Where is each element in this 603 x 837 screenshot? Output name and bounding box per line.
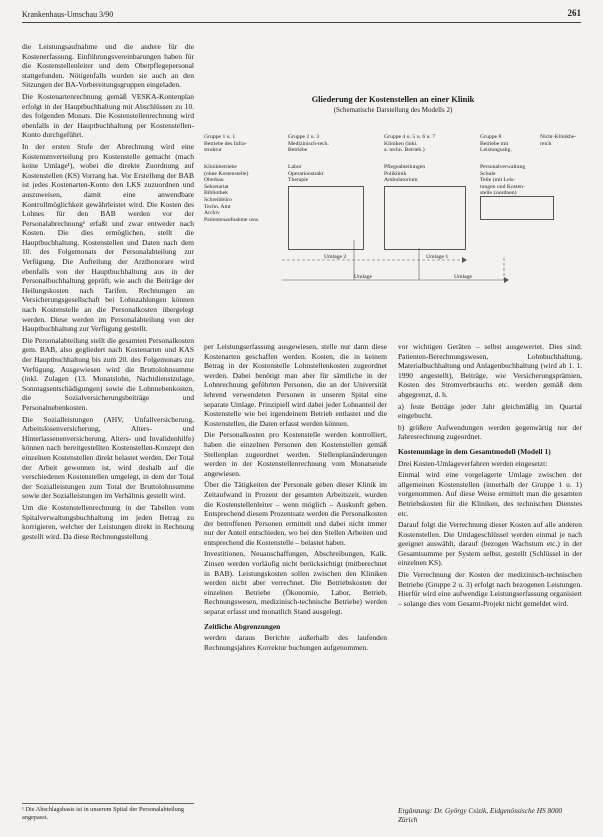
group-1-items: Klinikbetriebe (ohne Kostenstelle) Oberbau Sekretariat Bibliothek Schreibbüro Techn. Amt Archiv Patientenaufnahme usw.	[204, 164, 260, 223]
paragraph: die Leistungsaufnahme und die andere für die Kostenerfassung. Einführungsvereinbarungen haben für die Kostenstellenleiter und dem Oberpflegepersonal stattgefunden. Nötigenfalls wurden sie auch an den Sitzungen der BA-Vorbereitungsgruppen eingeladen.	[22, 42, 194, 90]
paragraph: Die Kostenartenrechnung gemäß VESKA-Kontenplan erfolgt in der Hauptbuchhaltung mit Abschlüssen zu 10. des folgenden Monats. Die Kostenstellenrechnung wird ebenfalls in der Hauptbuchhaltung per Kostenstellen-Konto durchgeführt.	[22, 91, 194, 140]
paragraph: Die Personalkosten pro Kostenstelle werden kontrolliert, haben die einzelnen Personen den Kostenstellen gemäß Stellenplan zugeordnet werden. Stellenplanänderungen werden in der Kostenstellenrechnung vom Monatsende angewiesen.	[204, 430, 387, 478]
paragraph: werden daraus Berichte außerhalb des laufenden Rechnungsjahres Korrektur buchungen aufgenommen.	[204, 633, 387, 652]
group-3-header: Gruppe 4 u. 5 u. 6 u. 7 Kliniken (inkl. a. techn. Betrieb.)	[384, 134, 436, 154]
paragraph: a) feste Beträge jeder Jahr gleichmäßig im Quartal eingebucht.	[398, 401, 582, 421]
section-heading: Zeitliche Abgrenzungen	[204, 621, 281, 631]
paragraph: In der ersten Stufe der Abrechnung wird eine Kostenumverteilung pro Kostenstelle gemacht (mach keine Umlage¹), wobei die direkte Zuordnung auf Kostenstellen (KS) Vorrang hat. Vor Erstellung der BAB ist jedes Kostenarten-Konto den LKS zuzuordnen und auszuweisen, damit eine anwendbare Kontrollmöglichkeit gewährleistet wird. Die Kosten des Lohnes für den BAB werden vor der Personalabrechnung¹ erfaßt und zwar entweder nach Kosten. Die dies ermöglichen, stellt die Hauptbuchhaltung. Kostenstellen und Daten nach dem 10. des Folgemonats der Personalabteilung zur Verfügung. Die Aufteilung der Arzthonorare wird ebenfalls von der Hauptbuchhaltung aus in der Personalbuchhaltung geprüft, wie auch die Beiträge der Heilungskosten nach Tarifen. Rechnungen an Versicherungsgesellschaft bei Lohnzahlungen können nach Kostenstelle an die Personalkosten übergelegt werden. Diese werden im Personalabteilung von der Hauptbuchhaltung zur Verfügung gestellt.	[22, 141, 194, 334]
paragraph: Über die Tätigkeiten der Personale geben dieser Klinik im Zeitaufwand in Prozent der gesamten Arbeitszeit, wurden die Kostenstellenleiter – wenn möglich – Auskunft geben. Entsprechend diesem Prozentsatz werden die Personalkosten der betroffenen Personen ermittelt und dabei nicht immer nur der Anteil entschieden, wo bei den Stellen Arbeiten und entsprechend die Kostenstelle – belastet haben.	[204, 480, 387, 547]
paragraph: Die Personalabteilung stellt die gesamten Personalkosten gem. BAB, also gegliedert nach Kostenarten und KAS der Hauptbuchhaltung bis zum 20. des Folgemonats zur Verfügung. Ausgewiesen wird die Bruttolohnsumme (inkl. Zulagen (13. Monatslohn, Nachtdienstzulage, Sonntagsentschädigungen) sowie die Lohnnebenkosten, die Sozialversicherungsbeiträge und Personalnebenkosten.	[22, 335, 194, 412]
figure-subtitle: (Schematische Darstellung des Modells 2)	[333, 106, 453, 114]
group-2-header: Gruppe 2 u. 3 Medizinisch-tech. Betriebe	[288, 134, 329, 154]
section-heading: Kostenumlage in dem Gesamtmodell (Modell 1)	[398, 446, 551, 456]
paragraph: per Leistungserfassung ausgewiesen, stelle nur dann diese Kostenarten geschaffen werden. Kosten, die in keinem Betrag in der Kostenstelle Lohnstellenkosten zugeordnet werden. Dabei benötigt man aber für sämtliche in der Lohnrechnung geführten Personen, die an der Universität lehrend verwendeten Personen in unseren Spital eine separate Umlage. Prinzipiell wird dabei jeder Lohnanteil der Kostenstelle wie bei irgendeinem Betrieb entlastet und die Kostenstellen, die Daten erfasst werden können.	[204, 342, 387, 428]
group-4-box	[480, 196, 554, 220]
page-number: 261	[567, 8, 581, 18]
paragraph: Drei Kosten-Umlageverfahren werden eingesetzt:	[398, 458, 548, 468]
flow-label: Umlage	[354, 274, 373, 280]
text-column-2	[204, 342, 387, 802]
group-1-header: Gruppe 1 u. 1 Betriebe des Infra- struktur	[204, 134, 247, 154]
group-4-header: Gruppe 8 Betriebe mit Leistungsabg.	[480, 134, 512, 154]
flow-arrows	[204, 230, 582, 320]
paragraph: Einmal wird eine vorgelagerte Umlage zwischen der allgemeinen Kostenstellen (innerhalb der Gruppe 1 u. 1) vorgenommen. Auf diese Weise ermittelt man die gesamten Betriebskosten für die Kliniken, des technischen Dienstes etc.	[398, 470, 582, 518]
cost-center-diagram	[204, 90, 582, 332]
group-4-items: Personalverwaltung Schule Teile (mit Leis- tungen und Kosten- stelle zuordnen)	[480, 164, 526, 197]
footnote: ¹ Die Abschlagsbasis ist in unserem Spital der Personalabteilung angepasst.	[22, 803, 194, 821]
paragraph: vor wichtigen Geräten – selbst ausgewertet. Dies sind: Patienten-Berechnungswesen, Lohnbuchhaltung, Materialbuchhaltung und Anlagenbuchhaltung (wird ab 1. 1. 1990 angestellt), Beiträge, wie Versicherungsprämien, Kosten des Stromverbrauchs etc. werden gemäß dem abgegrenzt, d. h.	[398, 342, 582, 399]
running-header	[22, 8, 581, 22]
paragraph: Investitionen, Neuanschaffungen, Abschreibungen, Kalk. Zinsen werden vorläufig nicht berücksichtigt (mitberechnet in BAB). Leistungskosten sollen zwischen den Kliniken werden nicht aber verrechnet. Die Betriebskosten der einzelnen Betriebe (Ökonomie, Labor, Betrieb, Rechnungswesen, medizinisch-technische Betriebe) werden separat erfasst und monatlich Stand ausgelegt.	[204, 549, 387, 617]
flow-label: Umlage 2	[324, 254, 347, 260]
paragraph: Um die Kostenstellenrechnung in der Tabellen vom Spitalverwaltungsbuchhaltung im jeden Betrag zu korrigieren, welcher der Leistungen direkt in Rechnung gestellt wird. Da diese Rechnungsstellung	[22, 502, 194, 541]
flow-label: Umlage	[454, 274, 473, 280]
group-5-header: Nicht-Klinikbe- reich	[540, 134, 577, 147]
header-rule	[22, 22, 581, 23]
group-3-items: Pflegeabteilungen Poliklinik Ambulatorium	[384, 164, 426, 184]
author-signature: Ergänzung: Dr. György Csizik, Eidgenössische HS 8000 Zürich	[398, 806, 563, 824]
text-column-3	[398, 342, 582, 802]
paragraph: Die Verrechnung der Kosten der medizinisch-technischen Betriebe (Gruppe 2 u. 3) erfolgt nach bezogenen Leistungen. Hierfür wird eine aufwendige Leistungserfassung organisiert – solange dies vom Gesamt-Projekt nicht gemeldet wird.	[398, 570, 582, 608]
paragraph: Darauf folgt die Verrechnung dieser Kosten auf alle anderen Kostenstellen. Die Umlageschlüssel werden einmal je nach geeignet auswählt, darauf (bezogen Wachstum etc.) in der Gesamtsumme per System selbst, gestellt (Schlüssel in der einzelnen KS).	[398, 520, 582, 568]
figure-title: Gliederung der Kostenstellen an einer Klinik	[311, 94, 475, 104]
flow-label: Umlage 1	[426, 254, 449, 260]
paragraph: Die Sozialleistungen (AHV, Unfallversicherung, Arbeitslosenversicherung, Alters- und Hinterlassenenversicherung, Alters- und Invalidenhilfe) können nach bereitgestellten Kostenstellen-Konzept den einzelnen Kostenstellen direkt belastet werden. Der Total der Arbeit gewonnen ist, wird deshalb auf die verschiedenen Kostenstellen umgelegt, in dem der Total der Sozialleistungen zum Total der Bruttolohnsumme sowie der Sozialleistungen im Verhältnis gestellt wird.	[22, 414, 194, 501]
text-column-1	[22, 42, 194, 827]
group-2-items: Labor Operationstrakt Therapie	[288, 164, 324, 184]
paragraph: b) größere Aufwendungen werden gegenwärtig nur der Jahresrechnung zugeordnet.	[398, 422, 582, 442]
journal-name: Krankenhaus-Umschau 3/90	[22, 10, 114, 19]
